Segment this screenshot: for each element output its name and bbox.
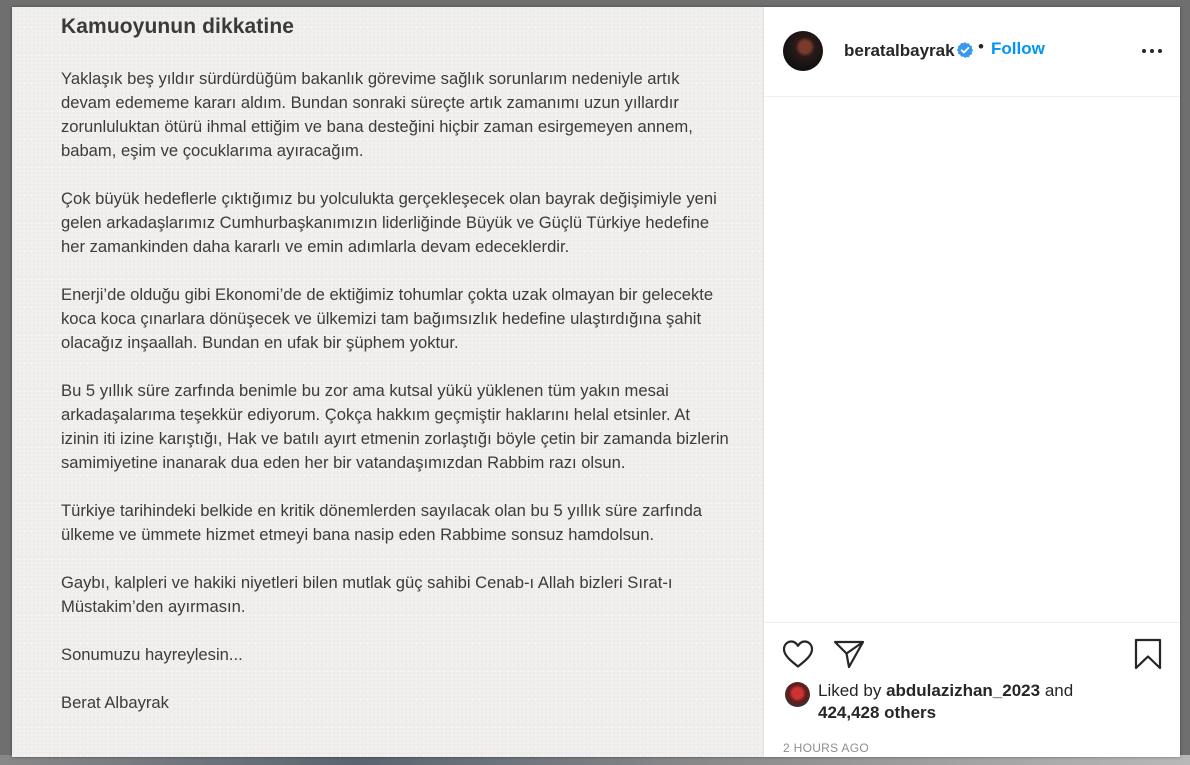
statement-paragraph: Gaybı, kalpleri ve hakiki niyetleri bilen mutlak güç sahibi Cenab-ı Allah bizleri Sırat-ı Müstakim’den ayırmasın. bbox=[61, 573, 673, 616]
likes-prefix: Liked by bbox=[818, 681, 882, 700]
statement-paragraph: Bu 5 yıllık süre zarfında benimle bu zor ama kutsal yükü yüklenen tüm yakın mesai arkadaşalarıma teşekkür ediyorum. Çokça hakkım geçmiştir haklarını helal etsinler. At izinin iti izine karıştığı, Hak ve batılı ayırt etmenin zorlaştığı böyle çetin bir zamanda bizlerin samimiyetine inanarak dua eden her bir vatandaşımızdan Rabbim razı olsun. bbox=[61, 381, 729, 472]
username-link[interactable]: beratalbayrak bbox=[844, 41, 955, 60]
send-icon[interactable] bbox=[832, 639, 866, 669]
verified-badge-icon bbox=[956, 41, 974, 59]
post-timestamp[interactable]: 2 HOURS AGO bbox=[783, 741, 869, 755]
post-header bbox=[764, 7, 1180, 97]
post-sidebar bbox=[764, 7, 1180, 757]
statement-body bbox=[61, 67, 731, 715]
statement-paragraph: Yaklaşık beş yıldır sürdürdüğüm bakanlık görevime sağlık sorunlarım nedeniyle artık devam edememe kararı aldım. Bundan sonraki süreçte artık zamanımı uzun yıllardır zorunluluktan ötürü ihmal ettiğim ve bana desteğini hiçbir zaman esirgemeyen annem, babam, eşim ve çocuklarıma ayıracağım. bbox=[61, 69, 693, 160]
post-image[interactable] bbox=[12, 7, 764, 757]
follow-button[interactable]: Follow bbox=[991, 39, 1045, 58]
more-options-icon[interactable] bbox=[1140, 41, 1164, 61]
statement-closing: Sonumuzu hayreylesin... bbox=[61, 645, 243, 664]
liker-username-link[interactable]: abdulazizhan_2023 bbox=[886, 681, 1041, 700]
statement-title: Kamuoyunun dikkatine bbox=[61, 15, 295, 38]
statement-paragraph: Çok büyük hedeflerle çıktığımız bu yolculukta gerçekleşecek olan bayrak değişimiyle yeni gelen arkadaşlarımız Cumhurbaşkanımızın liderliğinde Büyük ve Güçlü Türkiye hedefine her zamankinden daha kararlı ve emin adımlarla devam edeceklerdir. bbox=[61, 189, 717, 256]
post-actions bbox=[764, 622, 1180, 758]
bookmark-icon[interactable] bbox=[1133, 638, 1163, 670]
statement-paragraph: Türkiye tarihindeki belkide en kritik dönemlerden sayılacak olan bu 5 yıllık süre zarfında ülkeme ve ümmete hizmet etmeyi bana nasip eden Rabbime sonsuz hamdolsun. bbox=[61, 501, 703, 544]
likes-conjunction: and bbox=[1044, 681, 1074, 700]
likes-others-link[interactable]: 424,428 others bbox=[818, 703, 937, 722]
avatar[interactable] bbox=[783, 31, 823, 71]
header-separator: • bbox=[978, 37, 984, 56]
comments-area[interactable] bbox=[764, 97, 1180, 622]
heart-icon[interactable] bbox=[781, 639, 815, 669]
liker-avatar[interactable] bbox=[785, 682, 810, 707]
statement-paragraph: Enerji’de olduğu gibi Ekonomi’de de ektiğimiz tohumlar çokta uzak olmayan bir gelecekte koca koca çınarlara dönüşecek ve ülkemizi tam bağımsızlık hedefine ulaştırdığına şahit olacağız inşaallah. Bundan en ufak bir şüphem yoktur. bbox=[61, 285, 714, 352]
instagram-post-modal bbox=[12, 7, 1180, 757]
statement-signature: Berat Albayrak bbox=[61, 693, 169, 712]
likes-summary bbox=[818, 680, 1158, 724]
